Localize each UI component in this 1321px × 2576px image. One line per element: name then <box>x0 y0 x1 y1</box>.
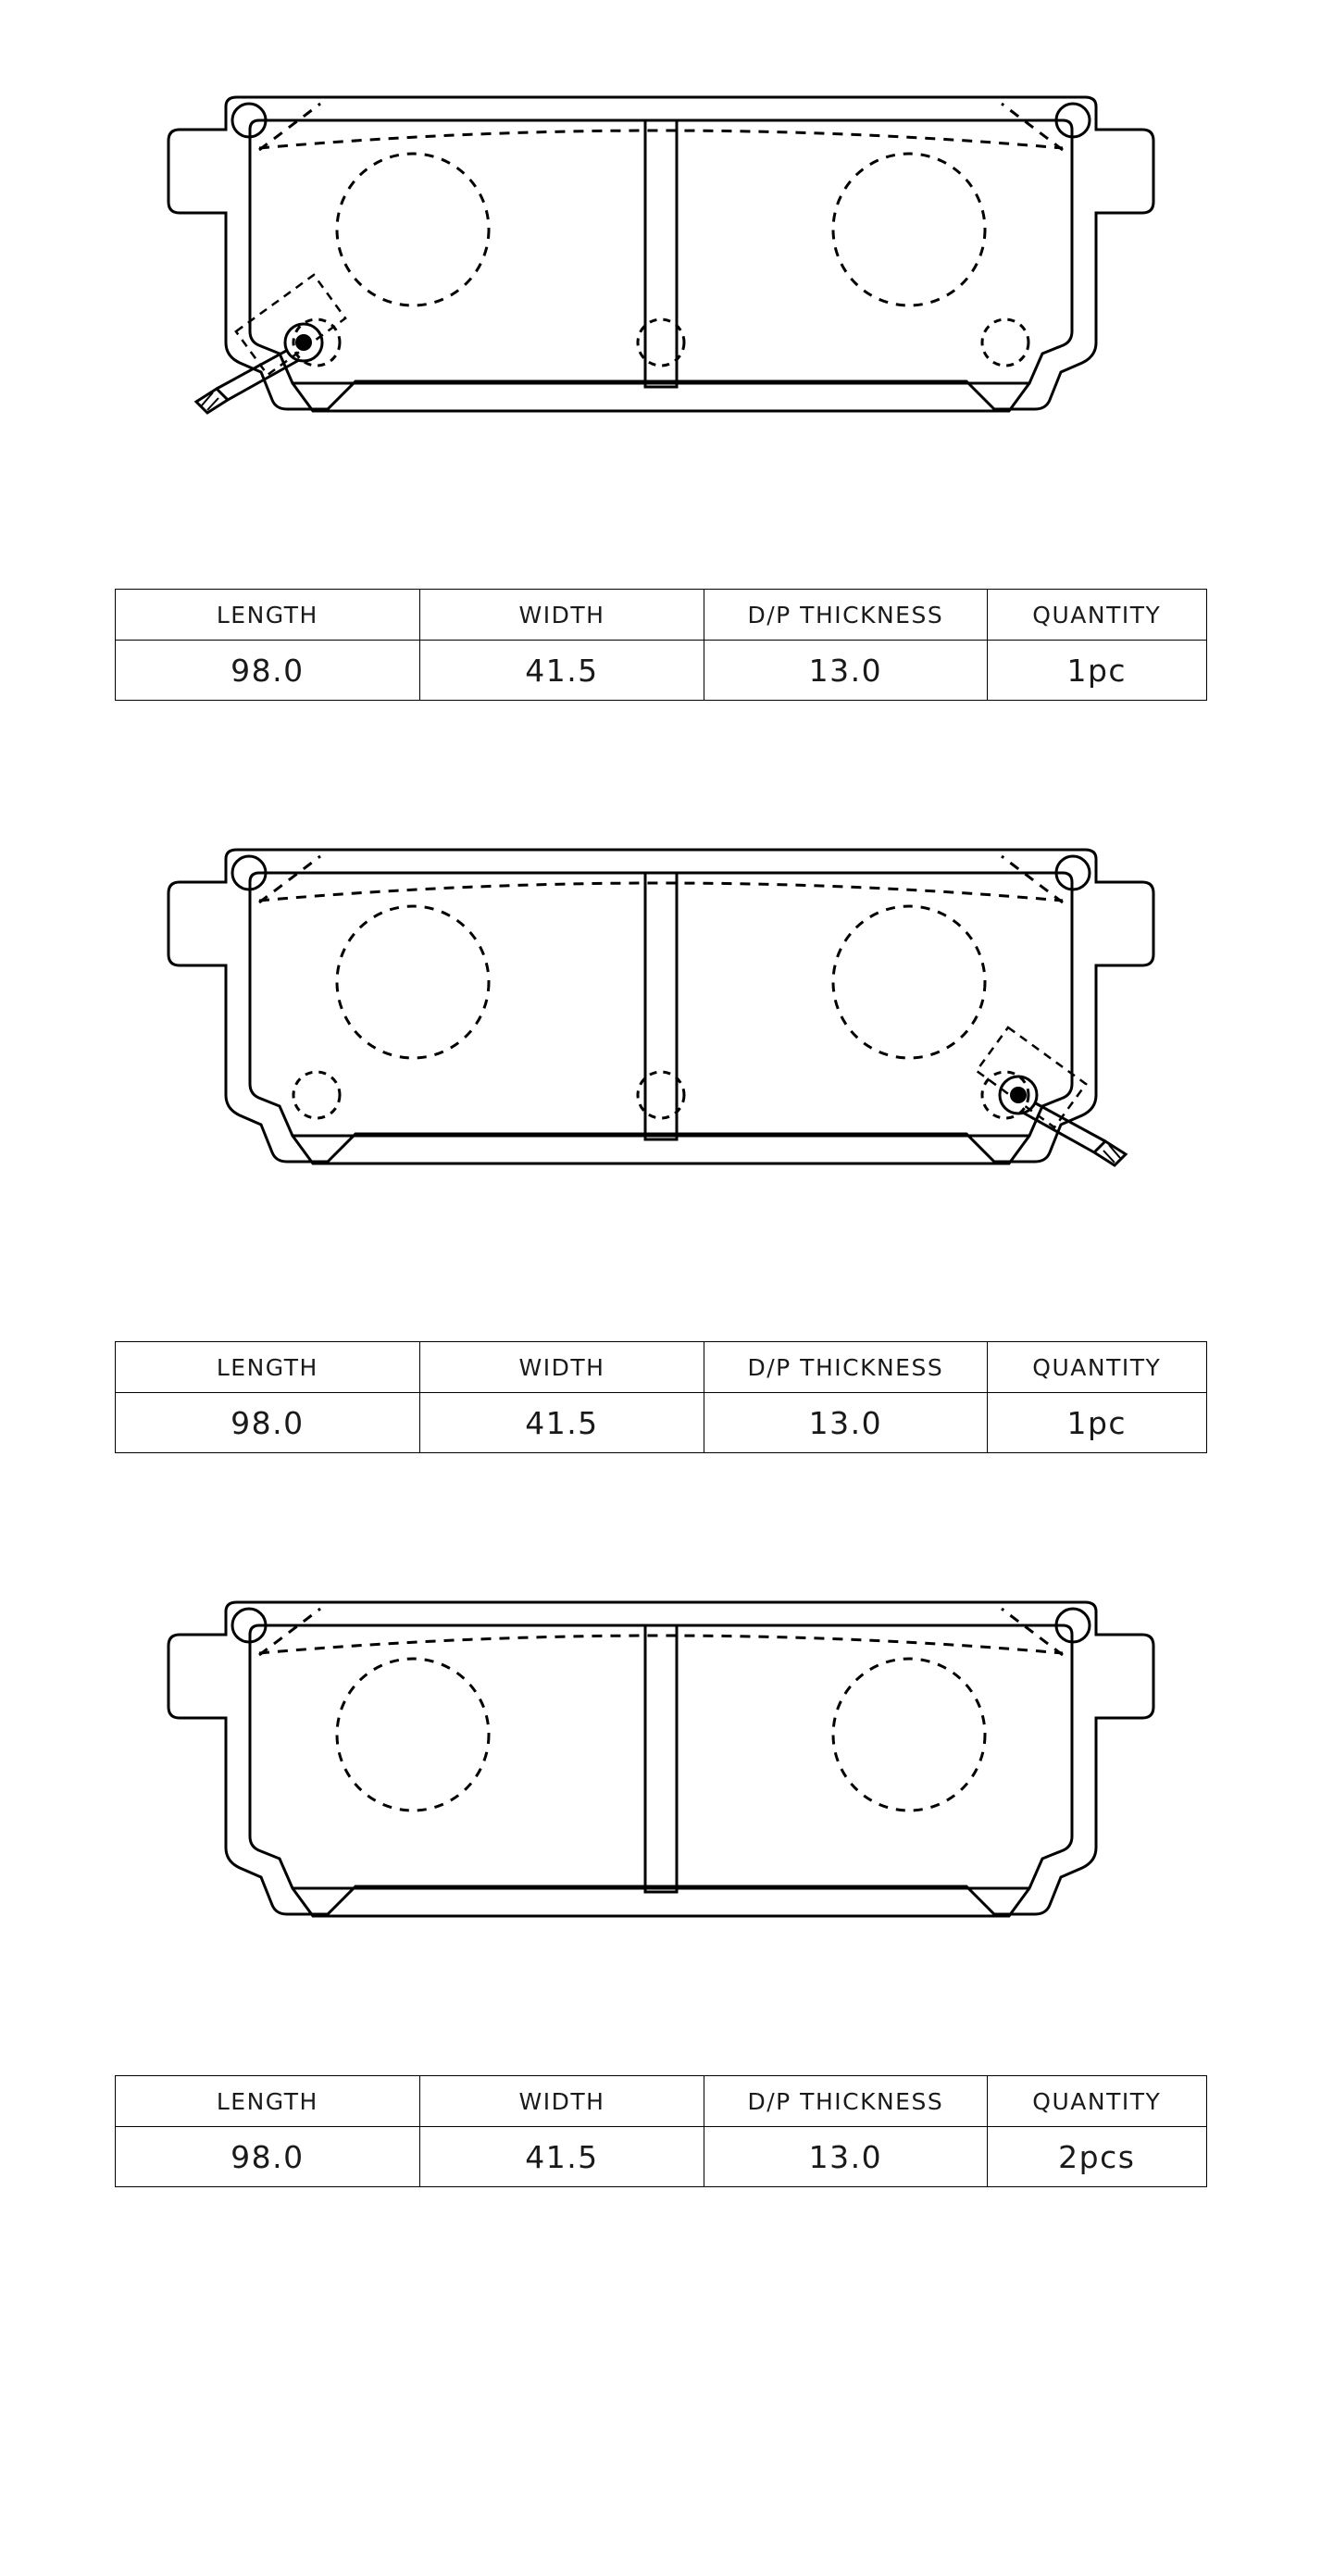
header-thickness-2: D/P THICKNESS <box>704 1342 987 1393</box>
header-length-2: LENGTH <box>115 1342 420 1393</box>
header-width-3: WIDTH <box>420 2076 704 2127</box>
pad-drawing-block-3 <box>0 1542 1321 2042</box>
value-thickness-1: 13.0 <box>704 641 987 701</box>
spec-table-3 <box>115 2075 1207 2187</box>
spec-table-header-row-2 <box>115 1342 1206 1393</box>
spec-table-wrap-2 <box>0 1341 1321 1453</box>
spec-table-wrap-1 <box>0 589 1321 701</box>
header-thickness-1: D/P THICKNESS <box>704 590 987 641</box>
wear-sensor-left-1 <box>196 275 345 413</box>
header-quantity-3: QUANTITY <box>988 2076 1206 2127</box>
spec-table-header-row-3 <box>115 2076 1206 2127</box>
spec-table-value-row-3 <box>115 2127 1206 2187</box>
wear-sensor-right-2 <box>976 1027 1125 1165</box>
value-width-3: 41.5 <box>420 2127 704 2187</box>
header-width-2: WIDTH <box>420 1342 704 1393</box>
header-quantity-2: QUANTITY <box>988 1342 1206 1393</box>
spec-table-wrap-3 <box>0 2075 1321 2187</box>
value-length-3: 98.0 <box>115 2127 420 2187</box>
pad-drawing-block-2 <box>0 790 1321 1308</box>
value-thickness-3: 13.0 <box>704 2127 987 2187</box>
value-length-2: 98.0 <box>115 1393 420 1453</box>
header-width-1: WIDTH <box>420 590 704 641</box>
header-length-3: LENGTH <box>115 2076 420 2127</box>
brake-pad-diagram-2 <box>78 790 1244 1308</box>
brake-pad-diagram-3 <box>78 1542 1244 2042</box>
brake-pad-diagram-1 <box>78 37 1244 555</box>
header-quantity-1: QUANTITY <box>988 590 1206 641</box>
spec-table-2 <box>115 1341 1207 1453</box>
spec-table-1 <box>115 589 1207 701</box>
spec-table-header-row-1 <box>115 590 1206 641</box>
value-width-2: 41.5 <box>420 1393 704 1453</box>
value-quantity-2: 1pc <box>988 1393 1206 1453</box>
pad-drawing-block-1 <box>0 37 1321 555</box>
header-thickness-3: D/P THICKNESS <box>704 2076 987 2127</box>
value-thickness-2: 13.0 <box>704 1393 987 1453</box>
value-quantity-3: 2pcs <box>988 2127 1206 2187</box>
value-quantity-1: 1pc <box>988 641 1206 701</box>
header-length-1: LENGTH <box>115 590 420 641</box>
value-width-1: 41.5 <box>420 641 704 701</box>
value-length-1: 98.0 <box>115 641 420 701</box>
spec-table-value-row-2 <box>115 1393 1206 1453</box>
spec-table-value-row-1 <box>115 641 1206 701</box>
